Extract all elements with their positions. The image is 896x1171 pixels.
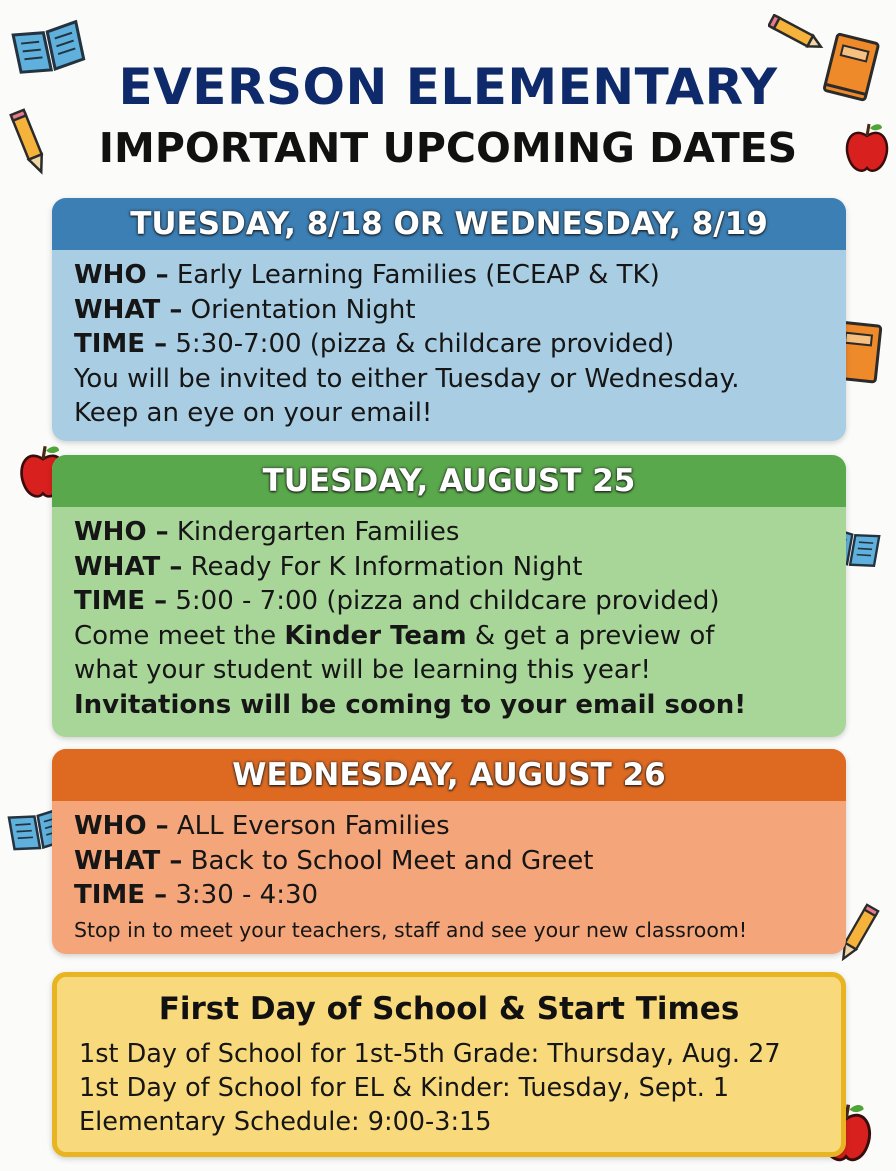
who-value: ALL Everson Families: [176, 811, 450, 841]
event-details: [52, 801, 846, 954]
time-label: TIME –: [74, 586, 168, 616]
event-details: [52, 250, 846, 441]
what-value: Ready For K Information Night: [190, 551, 583, 582]
time-value: 5:00 - 7:00 (pizza and childcare provided): [175, 586, 720, 616]
what-label: WHAT –: [74, 845, 183, 876]
page-subtitle: IMPORTANT UPCOMING DATES: [98, 124, 798, 172]
note-text: Come meet the: [74, 620, 277, 651]
time-value: 5:30-7:00 (pizza & childcare provided): [175, 329, 675, 359]
first-day-line: 1st Day of School for 1st-5th Grade: Thursday, Aug. 27: [79, 1039, 781, 1069]
what-value: Back to School Meet and Greet: [190, 845, 594, 876]
event-note-bold: [74, 688, 824, 723]
event-details: [52, 507, 846, 732]
who-label: WHO –: [74, 517, 169, 547]
event-card-meet-and-greet: [52, 749, 846, 954]
time-label: TIME –: [74, 329, 168, 359]
event-note: Keep an eye on your email!: [74, 398, 433, 428]
event-note: You will be invited to either Tuesday or Wednesday.: [74, 363, 740, 394]
event-note: Stop in to meet your teachers, staff and see your new classroom!: [74, 917, 748, 942]
first-day-card: [52, 972, 846, 1157]
schedule-line: Elementary Schedule: 9:00-3:15: [79, 1107, 492, 1137]
what-label: WHAT –: [74, 551, 183, 582]
event-date: TUESDAY, AUGUST 25: [52, 455, 846, 507]
note-emphasis: Invitations will be coming to your email soon!: [74, 689, 747, 720]
time-label: TIME –: [74, 880, 168, 910]
first-day-line: 1st Day of School for EL & Kinder: Tuesday, Sept. 1: [79, 1073, 730, 1103]
who-value: Early Learning Families (ECEAP & TK): [176, 260, 660, 290]
event-date: TUESDAY, 8/18 OR WEDNESDAY, 8/19: [52, 198, 846, 250]
note-text: & get a preview of: [474, 620, 715, 651]
who-label: WHO –: [74, 260, 169, 290]
who-value: Kindergarten Families: [176, 517, 460, 547]
time-line: [74, 584, 824, 619]
who-line: [74, 809, 824, 844]
who-line: [74, 515, 824, 550]
time-line: [74, 327, 824, 362]
what-label: WHAT –: [74, 294, 183, 325]
event-note: what your student will be learning this year!: [74, 655, 651, 685]
what-value: Orientation Night: [190, 294, 416, 325]
event-card-orientation: [52, 198, 846, 441]
what-line: [74, 844, 824, 879]
first-day-details: [57, 1027, 841, 1149]
who-line: [74, 258, 824, 293]
time-value: 3:30 - 4:30: [175, 880, 319, 910]
event-card-ready-for-k: [52, 455, 846, 737]
event-date: WEDNESDAY, AUGUST 26: [52, 749, 846, 801]
event-note: [74, 619, 824, 654]
what-line: [74, 550, 824, 585]
what-line: [74, 293, 824, 328]
time-line: [74, 878, 824, 913]
who-label: WHO –: [74, 811, 169, 841]
first-day-title: First Day of School & Start Times: [158, 991, 740, 1027]
note-emphasis: Kinder Team: [284, 620, 467, 651]
page-title: EVERSON ELEMENTARY: [118, 58, 778, 116]
